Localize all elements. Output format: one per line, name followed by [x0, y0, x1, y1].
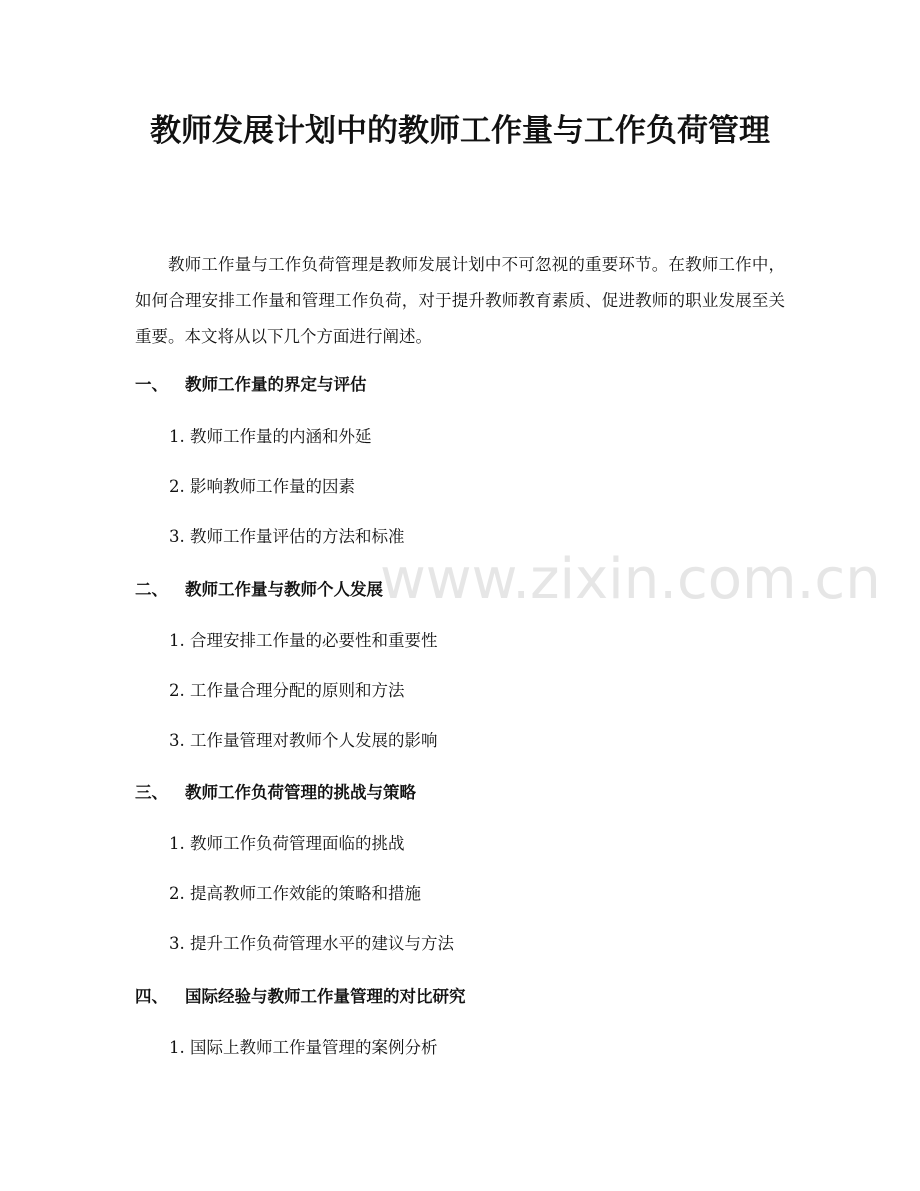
section-title: 教师工作负荷管理的挑战与策略 [185, 783, 416, 802]
section-number: 二、 [135, 580, 168, 599]
section-number: 三、 [135, 783, 168, 802]
list-item: 1. 合理安排工作量的必要性和重要性 [169, 631, 438, 650]
list-item: 2. 提高教师工作效能的策略和措施 [169, 884, 421, 903]
section-title: 国际经验与教师工作量管理的对比研究 [185, 987, 466, 1006]
list-item: 2. 工作量合理分配的原则和方法 [169, 681, 405, 700]
section-heading-1 [135, 373, 367, 397]
list-item: 3. 教师工作量评估的方法和标准 [169, 527, 405, 546]
intro-paragraph: 教师工作量与工作负荷管理是教师发展计划中不可忽视的重要环节。在教师工作中，如何合理安排工作量和管理工作负荷，对于提升教师教育素质、促进教师的职业发展至关重要。本文将从以下几个方面进行阐述。 [135, 255, 785, 346]
watermark: www.zixin.com.cn [380, 547, 881, 612]
list-item: 3. 工作量管理对教师个人发展的影响 [169, 731, 438, 750]
list-item: 1. 国际上教师工作量管理的案例分析 [169, 1038, 438, 1057]
document-title: 教师发展计划中的教师工作量与工作负荷管理 [150, 113, 770, 149]
list-item: 2. 影响教师工作量的因素 [169, 477, 355, 496]
list-item: 1. 教师工作负荷管理面临的挑战 [169, 834, 405, 853]
section-heading-3 [135, 781, 416, 805]
section-heading-2 [135, 578, 383, 602]
list-item: 1. 教师工作量的内涵和外延 [169, 427, 372, 446]
list-item: 3. 提升工作负荷管理水平的建议与方法 [169, 934, 454, 953]
section-heading-4 [135, 985, 466, 1009]
section-title: 教师工作量与教师个人发展 [185, 580, 383, 599]
section-number: 四、 [135, 987, 168, 1006]
section-title: 教师工作量的界定与评估 [185, 375, 367, 394]
section-number: 一、 [135, 375, 168, 394]
